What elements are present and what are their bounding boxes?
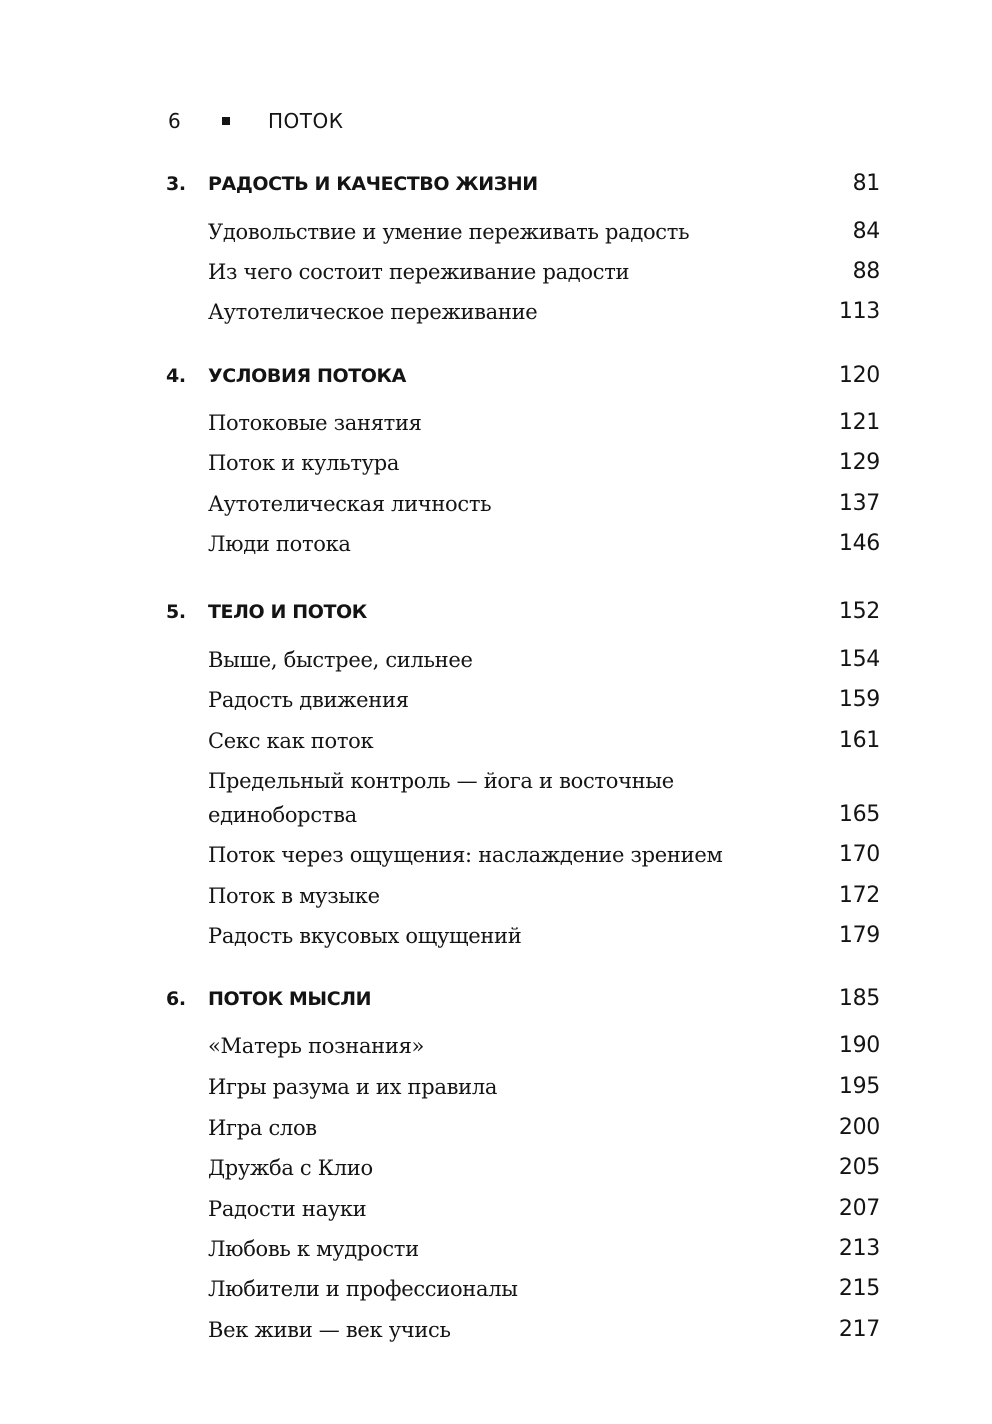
section-page: 179 (838, 923, 880, 948)
section-page: 217 (838, 1317, 880, 1342)
section-page: 190 (838, 1033, 880, 1058)
toc-section[interactable] (0, 916, 992, 956)
section-title: Игра слов (208, 1116, 317, 1140)
section-page: 161 (838, 728, 880, 753)
chapter-title: РАДОСТЬ И КАЧЕСТВО ЖИЗНИ (208, 173, 538, 195)
section-title: Радости науки (208, 1197, 367, 1221)
section-title: Век живи — век учись (208, 1318, 451, 1342)
section-title: Радость движения (208, 688, 409, 712)
toc-section[interactable] (0, 292, 992, 332)
section-page: 146 (838, 531, 880, 556)
toc-section[interactable] (0, 835, 992, 875)
section-page: 159 (838, 687, 880, 712)
section-title: Поток через ощущения: наслаждение зрением (208, 843, 723, 867)
toc-section[interactable] (0, 1310, 992, 1350)
chapter-title: УСЛОВИЯ ПОТОКА (208, 365, 406, 387)
section-page: 129 (838, 450, 880, 475)
section-page: 88 (852, 259, 880, 284)
toc-section[interactable] (0, 1108, 992, 1148)
running-header (168, 106, 343, 136)
toc-section[interactable] (0, 640, 992, 680)
toc-section[interactable] (0, 524, 992, 564)
toc-chapter[interactable] (0, 356, 992, 396)
toc-chapter[interactable] (0, 979, 992, 1019)
chapter-number: 5. (166, 601, 186, 623)
section-title: Аутотелическая личность (208, 492, 492, 516)
section-page: 172 (838, 883, 880, 908)
section-title: Радость вкусовых ощущений (208, 924, 522, 948)
toc-section[interactable] (0, 212, 992, 252)
section-title: Аутотелическое переживание (208, 300, 538, 324)
section-page: 215 (838, 1276, 880, 1301)
toc-section[interactable] (0, 1026, 992, 1066)
section-page: 84 (852, 219, 880, 244)
section-page: 200 (838, 1115, 880, 1140)
chapter-number: 4. (166, 365, 186, 387)
chapter-title: ТЕЛО И ПОТОК (208, 601, 367, 623)
toc-section[interactable] (0, 1189, 992, 1229)
section-page: 170 (838, 842, 880, 867)
toc-chapter[interactable] (0, 164, 992, 204)
section-title: Любовь к мудрости (208, 1237, 419, 1261)
toc-section[interactable] (0, 443, 992, 483)
toc-section[interactable] (0, 1269, 992, 1309)
section-title: Секс как поток (208, 729, 374, 753)
section-page: 205 (838, 1155, 880, 1180)
section-title: Из чего состоит переживание радости (208, 260, 630, 284)
chapter-page: 81 (852, 171, 880, 196)
section-page: 154 (838, 647, 880, 672)
toc-section[interactable] (0, 680, 992, 720)
running-title: ПОТОК (268, 109, 344, 133)
section-title: Игры разума и их правила (208, 1075, 498, 1099)
section-title-continued: единоборства (208, 803, 357, 827)
section-page: 165 (838, 802, 880, 827)
toc-section[interactable] (0, 1067, 992, 1107)
chapter-page: 185 (838, 986, 880, 1011)
section-page: 195 (838, 1074, 880, 1099)
chapter-title: ПОТОК МЫСЛИ (208, 988, 372, 1010)
page-number: 6 (168, 109, 181, 133)
section-page: 207 (838, 1196, 880, 1221)
toc-section[interactable] (0, 876, 992, 916)
toc-section[interactable] (0, 484, 992, 524)
section-title: «Матерь познания» (208, 1034, 425, 1058)
section-title: Дружба с Клио (208, 1156, 373, 1180)
chapter-number: 6. (166, 988, 186, 1010)
chapter-number: 3. (166, 173, 186, 195)
section-title: Выше, быстрее, сильнее (208, 648, 473, 672)
section-title: Удовольствие и умение переживать радость (208, 220, 690, 244)
toc-section[interactable] (0, 252, 992, 292)
section-title: Потоковые занятия (208, 411, 422, 435)
toc-chapter[interactable] (0, 592, 992, 632)
section-title: Поток и культура (208, 451, 400, 475)
section-title: Предельный контроль — йога и восточные (208, 769, 674, 793)
section-page: 121 (838, 410, 880, 435)
section-page: 113 (838, 299, 880, 324)
section-title: Поток в музыке (208, 884, 380, 908)
section-page: 213 (838, 1236, 880, 1261)
toc-section[interactable] (0, 1229, 992, 1269)
section-page: 137 (838, 491, 880, 516)
chapter-page: 152 (838, 599, 880, 624)
toc-section[interactable] (0, 1148, 992, 1188)
toc-section[interactable] (0, 761, 992, 835)
bullet-separator (222, 117, 230, 125)
section-title: Любители и профессионалы (208, 1277, 518, 1301)
toc-section[interactable] (0, 721, 992, 761)
toc-section[interactable] (0, 403, 992, 443)
chapter-page: 120 (838, 363, 880, 388)
section-title: Люди потока (208, 532, 351, 556)
